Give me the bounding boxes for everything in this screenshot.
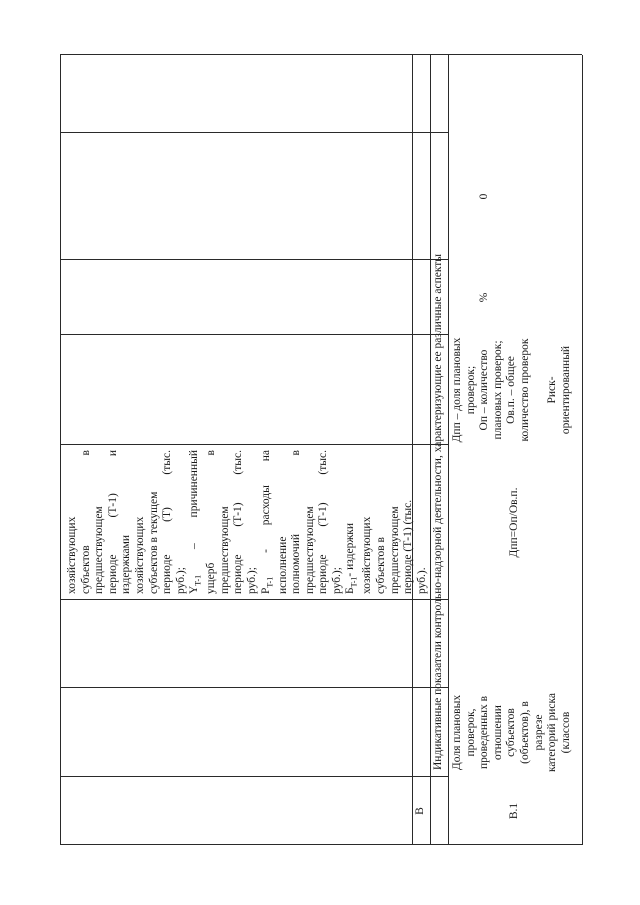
desc-line: предшествующем [388, 506, 401, 594]
table-border-right [60, 54, 582, 55]
indicator-formula: Дпп=Оп/Ов.п. [508, 487, 520, 558]
description-line: Дпп – доля плановых [451, 337, 463, 443]
desc-line: исполнение [276, 536, 289, 594]
name-line: субъектов [505, 708, 518, 757]
formula-description [451, 335, 573, 445]
desc-line: руб.). [415, 567, 428, 594]
name-line: отношении [491, 705, 504, 760]
description-line: Риск- [546, 376, 559, 404]
desc-line: $Б_{T-1}-$ издержки [344, 522, 359, 594]
desc-line: хозяйствующих [361, 516, 374, 594]
desc-line: периоде (Т-1) (тыс. [232, 450, 245, 594]
description-line: ориентированный [559, 345, 572, 435]
row-number: В.1 [508, 802, 520, 820]
section-code: В [414, 807, 426, 815]
desc-line: ущерб в [205, 450, 218, 594]
desc-line: хозяйствующих [66, 516, 78, 594]
name-line: (классов [559, 711, 572, 754]
col-divider-4 [60, 444, 448, 445]
description-line: проверок; [464, 365, 477, 415]
description-line [533, 335, 547, 445]
desc-line: периоде (Т-1) (тыс. [317, 450, 330, 594]
desc-line: издержками [120, 534, 133, 594]
desc-line: предшествующем [303, 506, 316, 594]
indicator-name [451, 691, 573, 774]
col-divider-1 [60, 776, 448, 777]
desc-line: периоде (Т-1) (тыс. [402, 499, 415, 594]
description-line: Ов.п. – общее [505, 356, 518, 424]
col-divider-5 [60, 334, 448, 335]
desc-line: субъектов в [79, 450, 92, 594]
name-line: разрезе [532, 714, 545, 751]
row-divider-section [430, 55, 431, 845]
desc-line: периоде (Т) (тыс. [161, 450, 174, 594]
desc-line: периоде (Т-1) и [106, 450, 119, 594]
name-line: (объектов), в [518, 701, 531, 764]
name-line: Доля плановых [451, 694, 463, 771]
section-banner: Индикативные показатели контрольно-надзорной деятельности, характеризующие ее различные аспекты [432, 253, 444, 770]
desc-line: руб.); [330, 567, 343, 594]
description-line: Оп – количество [478, 349, 491, 431]
desc-line: предшествующем [218, 506, 231, 594]
row-divider-banner [448, 55, 449, 845]
col-divider-7 [60, 132, 448, 133]
col-divider-2 [60, 687, 448, 688]
unit-of-measure: % [478, 292, 490, 303]
desc-line: руб.); [246, 567, 259, 594]
col-divider-6 [60, 259, 448, 260]
desc-line: $P_{T-1}$ - расходы на [259, 450, 274, 594]
col-divider-3 [60, 599, 448, 600]
desc-line: полномочий в [290, 450, 303, 594]
name-line: категорий риска [546, 693, 559, 772]
description-line: плановых проверок; [491, 340, 504, 440]
desc-line: руб.); [174, 567, 187, 594]
name-line: проведенных в [478, 696, 491, 770]
desc-line: предшествующем [93, 506, 106, 594]
desc-line: субъектов в [374, 537, 387, 594]
description-line: количество проверок [518, 338, 531, 442]
table-border-left [60, 844, 582, 845]
table-border-top [60, 55, 61, 845]
desc-line: хозяйствующих [133, 516, 146, 594]
desc-line: $Y_{T-1}$ – причиненный [188, 450, 203, 594]
target-value: 0 [478, 193, 490, 200]
prev-formula-description [66, 450, 429, 594]
name-line: проверок, [464, 708, 477, 757]
table-border-bottom [582, 55, 583, 845]
desc-line: субъектов в текущем [147, 491, 160, 594]
